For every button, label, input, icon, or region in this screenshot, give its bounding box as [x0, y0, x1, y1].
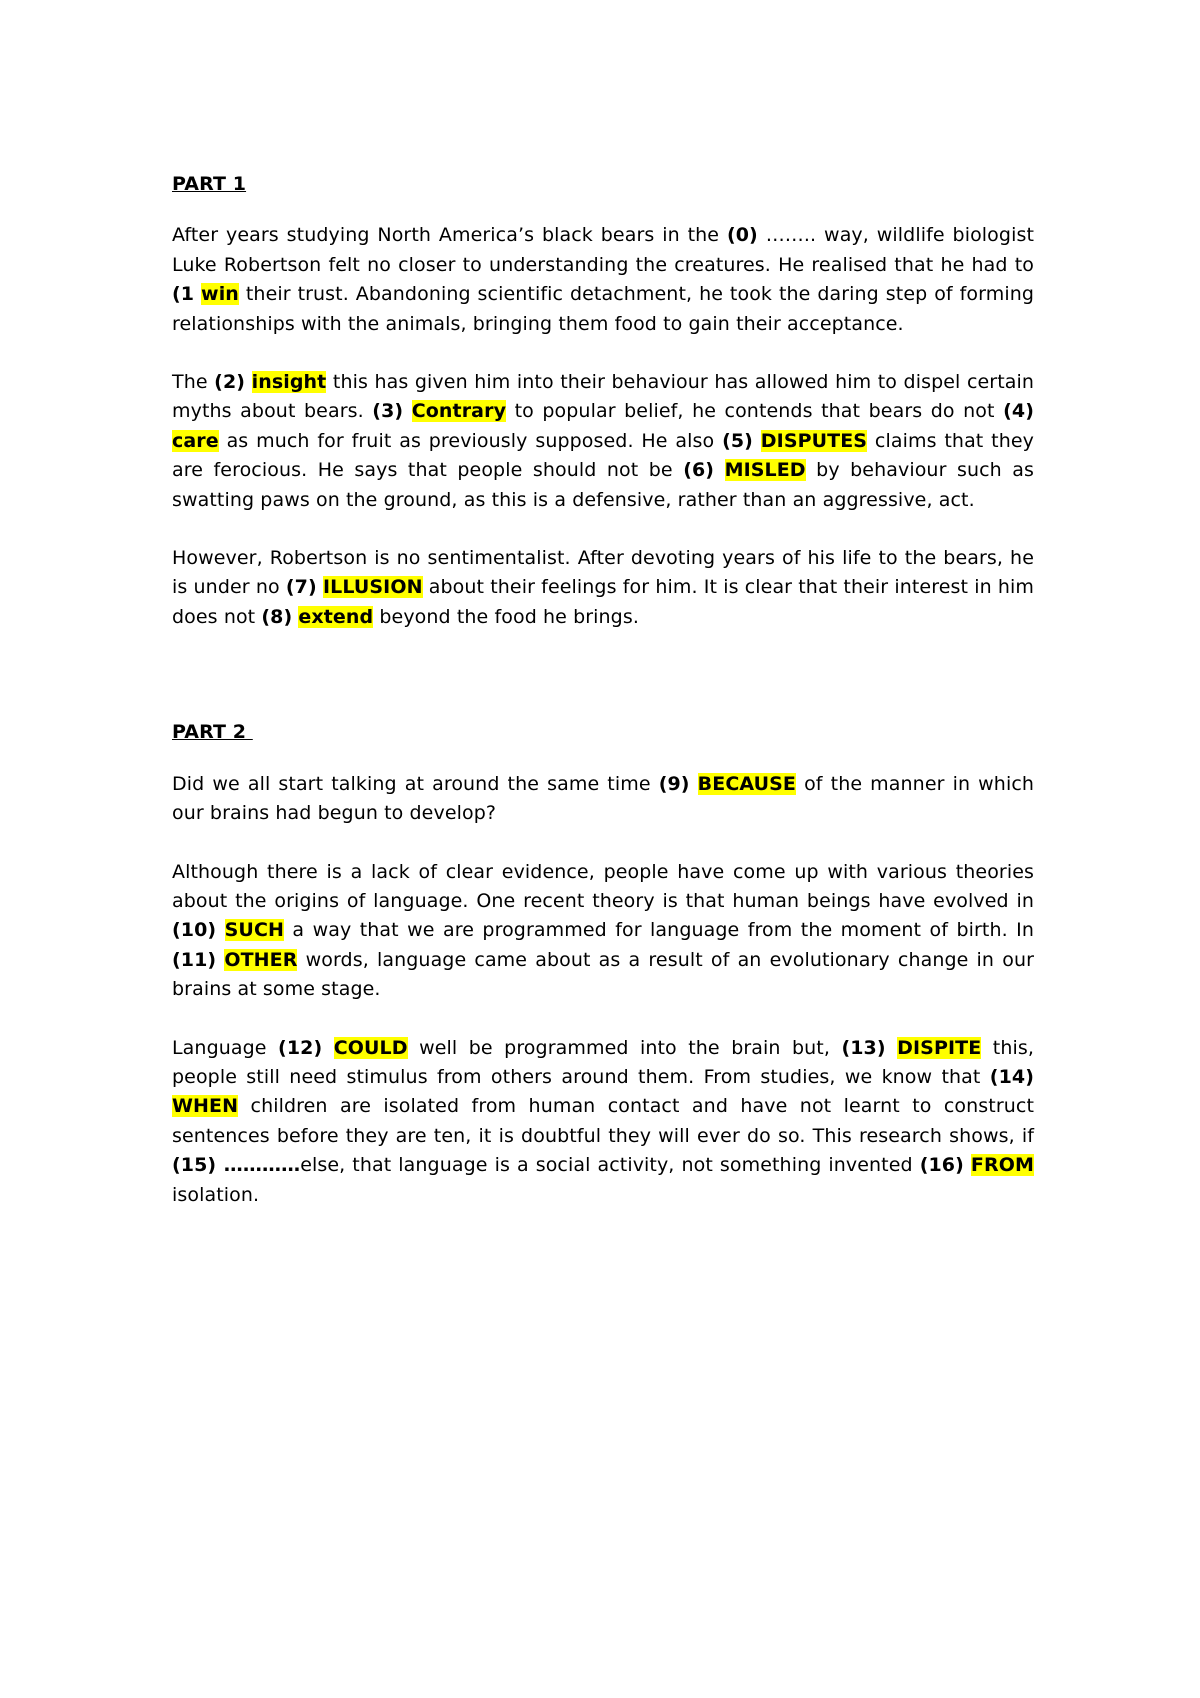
answer-8: extend — [298, 605, 374, 628]
answer-13: DISPITE — [897, 1036, 982, 1059]
text-run: about their feelings for him. It is clear that their interest in him does not — [172, 576, 1035, 628]
question-number-0: (0) — [726, 224, 758, 247]
answer-7: ILLUSION — [322, 576, 423, 599]
answer-6: MISLED — [724, 459, 806, 482]
document-page — [172, 170, 1034, 1210]
answer-12: COULD — [333, 1036, 408, 1059]
question-number-15: (15) — [172, 1154, 217, 1177]
question-number-3: (3) — [372, 400, 404, 423]
text-run: isolation. — [172, 1183, 260, 1206]
question-number-12: (12) — [278, 1036, 323, 1059]
text-run: After years studying North America’s black bears in the — [172, 224, 727, 247]
question-number-9: (9) — [658, 772, 690, 795]
text-run: Did we all start talking at around the same time — [172, 772, 659, 795]
part2-paragraph-3 — [172, 1034, 1034, 1210]
text-run: children are isolated from human contact and have not learnt to construct sentences before they are ten, it is doubtful they will ever do so. This research shows, if — [172, 1095, 1034, 1147]
question-number-5: (5) — [722, 429, 753, 452]
text-run: The — [172, 371, 215, 394]
question-number-2: (2) — [214, 371, 246, 394]
question-number-14: (14) — [989, 1065, 1034, 1088]
text-run: by behaviour such as swatting paws on the ground, as this is a defensive, rather than an aggressive, act. — [172, 459, 1034, 511]
part1-heading: PART 1 — [172, 173, 247, 195]
part1-paragraph-1 — [172, 221, 1034, 339]
question-number-11: (11) — [172, 948, 217, 971]
text-run: of the manner in which our brains had begun to develop? — [172, 772, 1035, 825]
text-run: beyond the food he brings. — [373, 605, 639, 628]
answer-2: insight — [251, 371, 327, 394]
text-run: words, language came about as a result of an evolutionary change in our brains at some stage. — [172, 948, 1034, 1001]
text-run: as much for fruit as previously supposed. He also — [218, 429, 723, 452]
text-run: Although there is a lack of clear evidence, people have come up with various theories about the origins of language. One recent theory is that human beings have evolved in — [172, 860, 1034, 912]
part2-heading: PART 2 — [172, 721, 253, 744]
question-number-8: (8) — [261, 605, 293, 628]
part1-paragraph-3 — [172, 544, 1034, 632]
part2-paragraph-2 — [172, 858, 1034, 1005]
text-run: claims that they are ferocious. He says that people should not be — [172, 429, 1034, 482]
text-run: …….. way, wildlife biologist Luke Robertson felt no closer to understanding the creatures. He realised that he had to — [172, 224, 1034, 276]
text-run: Language — [172, 1036, 279, 1059]
answer-11: OTHER — [224, 948, 298, 971]
answer-9: BECAUSE — [697, 772, 796, 795]
answer-14: WHEN — [172, 1095, 239, 1118]
answer-5: DISPUTES — [760, 429, 868, 452]
answer-blank-15: ………… — [216, 1154, 301, 1177]
answer-16: FROM — [970, 1154, 1034, 1177]
answer-1: win — [201, 283, 239, 306]
question-number-1: (1 — [172, 283, 195, 306]
part2-paragraph-1 — [172, 770, 1034, 829]
text-run: else, that language is a social activity, not something invented — [300, 1154, 920, 1177]
text-run: However, Robertson is no sentimentalist. After devoting years of his life to the bears, he is under no — [172, 547, 1034, 599]
question-number-10: (10) — [172, 919, 217, 942]
question-number-4: (4) — [1003, 400, 1034, 423]
question-number-6: (6) — [683, 459, 715, 482]
answer-3: Contrary — [411, 400, 507, 423]
question-number-13: (13) — [841, 1036, 886, 1059]
question-number-7: (7) — [285, 576, 317, 599]
text-run: their trust. Abandoning scientific detachment, he took the daring step of forming relationships with the animals, bringing them food to gain their acceptance. — [172, 283, 1035, 335]
text-run: this has given him into their behaviour has allowed him to dispel certain myths about bears. — [172, 371, 1035, 423]
text-run: this, people still need stimulus from others around them. From studies, we know that — [172, 1036, 1034, 1088]
answer-10: SUCH — [224, 919, 284, 942]
part1-paragraph-2 — [172, 368, 1034, 515]
text-run: to popular belief, he contends that bears do not — [506, 400, 1004, 423]
answer-4: care — [172, 429, 219, 452]
question-number-16: (16) — [919, 1154, 964, 1177]
text-run: a way that we are programmed for language from the moment of birth. In — [284, 919, 1034, 942]
text-run: well be programmed into the brain but, — [407, 1036, 842, 1059]
